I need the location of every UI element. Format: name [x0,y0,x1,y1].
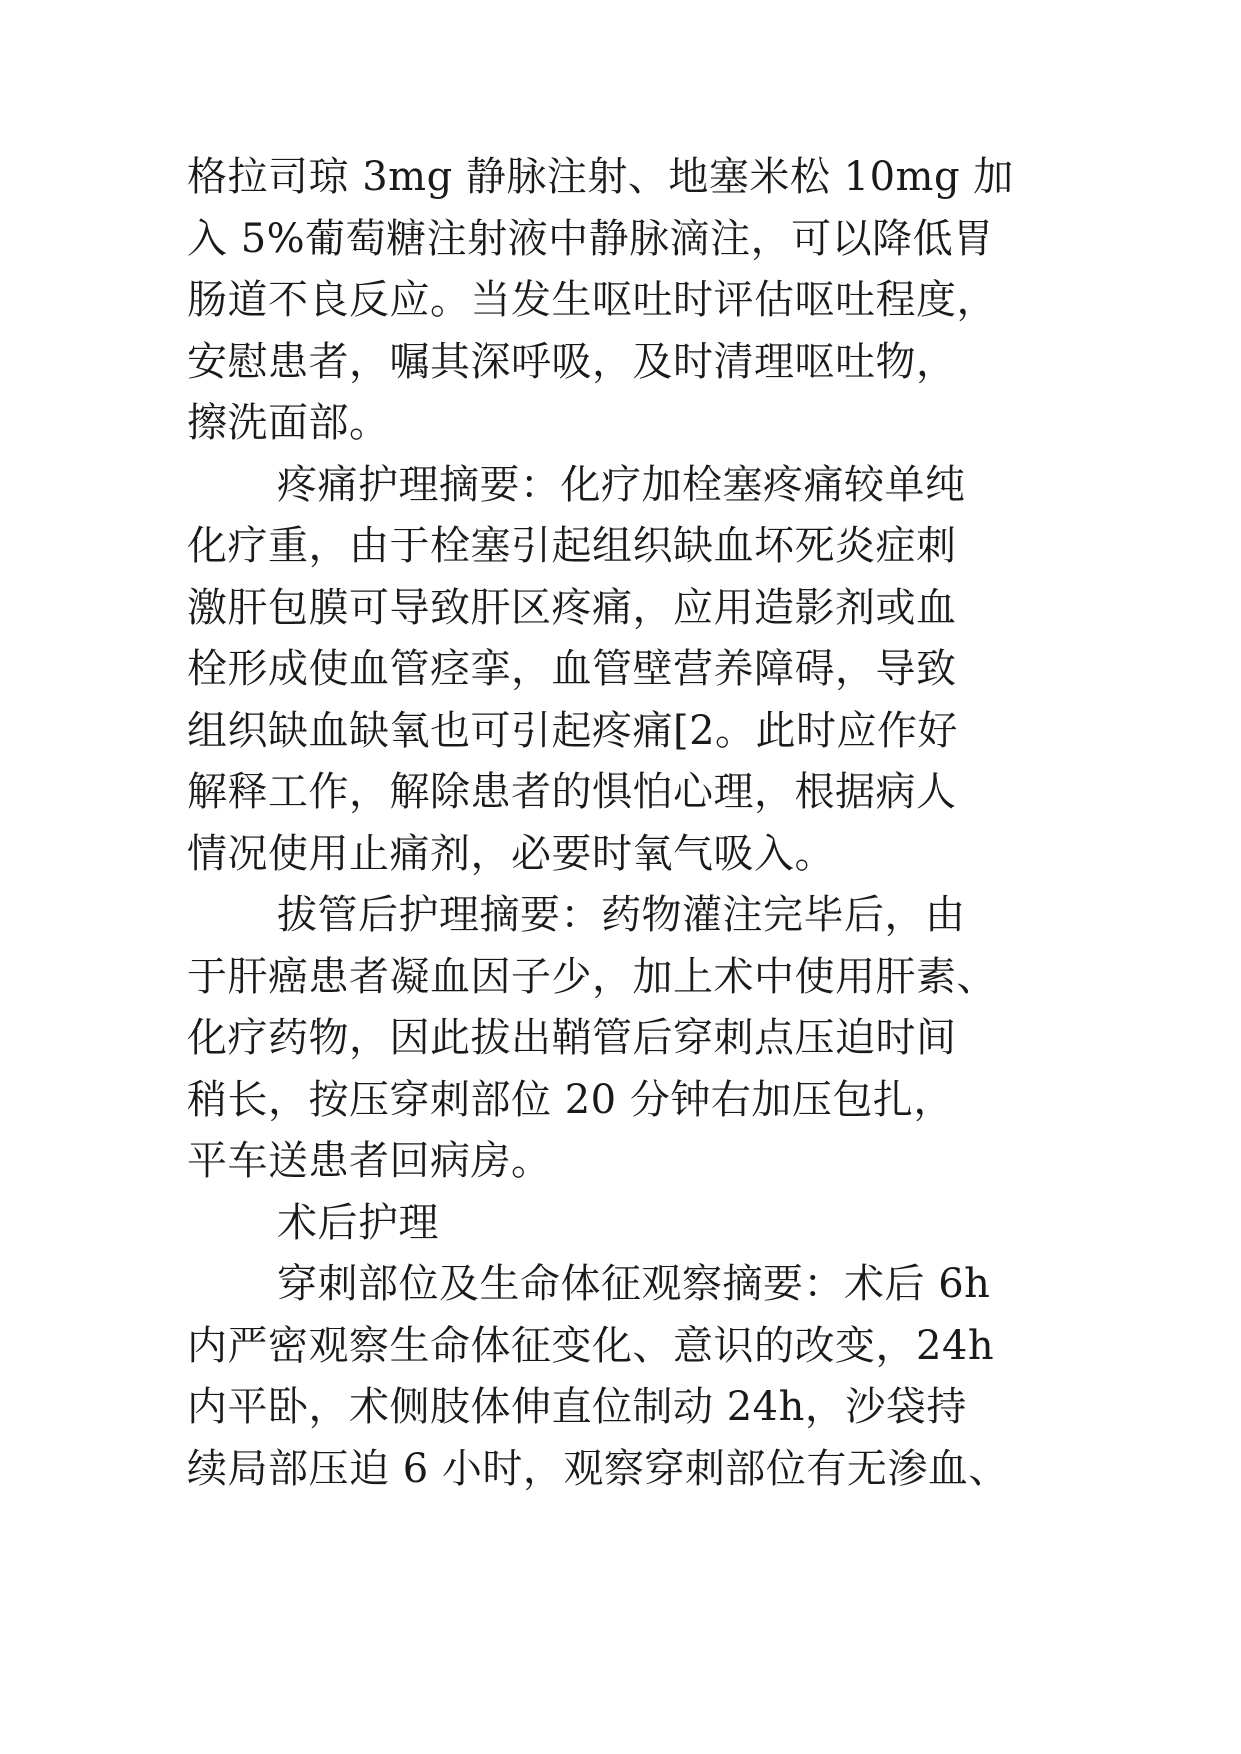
text-line: 于肝癌患者凝血因子少，加上术中使用肝素、 [187,953,997,1000]
text-line: 内严密观察生命体征变化、意识的改变，24h [187,1322,995,1369]
text-line: 激肝包膜可导致肝区疼痛，应用造影剂或血 [187,584,957,631]
text-line: 组织缺血缺氧也可引起疼痛[2。此时应作好 [187,707,959,754]
text-line: 内平卧，术侧肢体伸直位制动 24h，沙袋持 [187,1384,967,1430]
text-line: 栓形成使血管痉挛，血管壁营养障碍，导致 [187,646,957,692]
text-line: 稍长，按压穿刺部位 20 分钟右加压包扎， [187,1076,954,1123]
text-line: 擦洗面部。 [187,400,390,446]
text-line: 化疗重，由于栓塞引起组织缺血坏死炎症刺 [187,523,957,569]
text-line: 解释工作，解除患者的惧怕心理，根据病人 [187,769,957,815]
text-line: 格拉司琼 3mg 静脉注射、地塞米松 10mg 加 [187,154,1014,200]
text-line: 情况使用止痛剂，必要时氧气吸入。 [187,830,835,877]
text-line: 安慰患者，嘱其深呼吸，及时清理呕吐物， [187,338,957,385]
section-heading-postop-care: 术后护理 [277,1199,439,1246]
text-line: 化疗药物，因此拔出鞘管后穿刺点压迫时间 [187,1015,957,1061]
paragraph-heading-pain-care: 疼痛护理摘要：化疗加栓塞疼痛较单纯 [277,461,966,508]
paragraph-heading-vital-signs: 穿刺部位及生命体征观察摘要：术后 6h [277,1261,991,1307]
paragraph-heading-extubation-care: 拔管后护理摘要：药物灌注完毕后，由 [277,892,966,938]
text-line: 入 5%葡萄糖注射液中静脉滴注，可以降低胃 [187,215,994,262]
body-text [187,147,1087,1500]
text-line: 平车送患者回病房。 [187,1138,552,1184]
text-line: 续局部压迫 6 小时，观察穿刺部位有无渗血、 [187,1445,1009,1492]
text-line: 肠道不良反应。当发生呕吐时评估呕吐程度， [187,277,997,323]
